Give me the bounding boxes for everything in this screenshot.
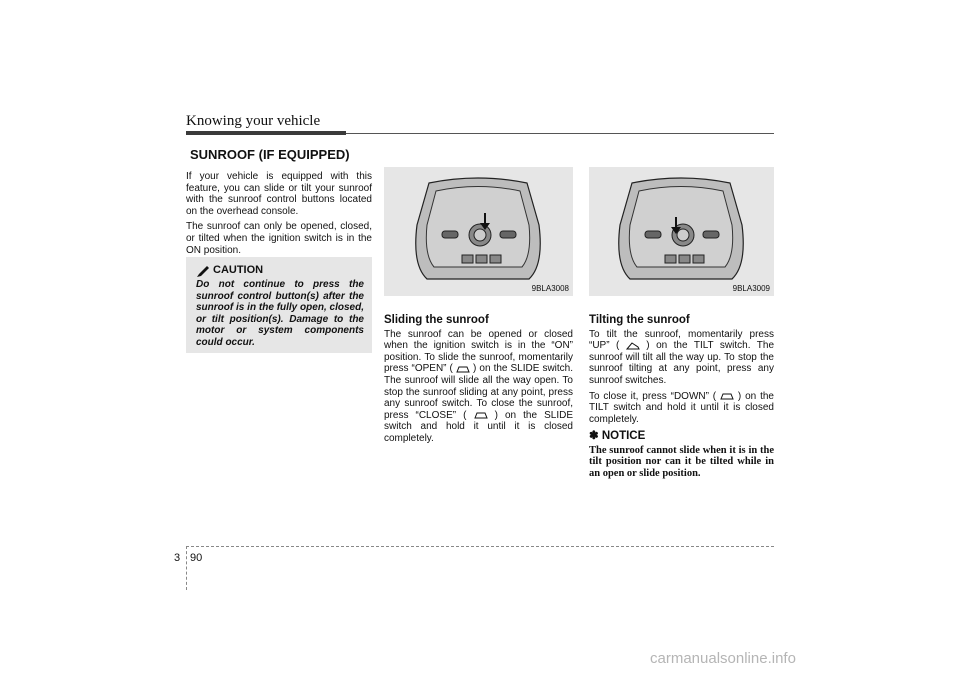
notice-body: The sunroof cannot slide when it is in the tilt position nor can it be tilted while in an open or slide position. <box>589 444 774 479</box>
header-rule-thick <box>186 131 346 135</box>
caution-box <box>186 257 372 353</box>
page-number: 90 <box>190 552 203 564</box>
caution-title: CAUTION <box>213 264 264 276</box>
figure-code: 9BLA3009 <box>732 284 770 293</box>
tilting-section <box>589 315 774 479</box>
up-symbol-icon <box>626 342 640 350</box>
sunroof-tilt-figure <box>589 167 774 296</box>
sliding-paragraph <box>384 329 573 445</box>
header-rule-thin <box>346 133 774 134</box>
overhead-console-illustration <box>384 167 573 296</box>
tilting-text-c: To close it, press “DOWN” ( <box>589 390 717 402</box>
tilting-paragraph-1 <box>589 329 774 387</box>
page-chapter-number: 3 <box>174 552 181 564</box>
tilting-paragraph-2 <box>589 391 774 426</box>
sunroof-slide-figure <box>384 167 573 296</box>
tilting-heading: Tilting the sunroof <box>589 314 690 326</box>
overhead-console-illustration <box>589 167 774 296</box>
sliding-text-c: ) on the SLIDE switch and hold it until it is closed completely. <box>384 409 574 444</box>
tilting-text-b: ) on the TILT switch. The sunroof will tilt all the way up. To stop the sunroof tilting at any point, press any sunroof switches. <box>589 340 775 386</box>
caution-body: Do not continue to press the sunroof control button(s) after the sunroof is in the fully open, closed, or tilt position(s). Damage to the motor or system components could occur. <box>196 279 364 348</box>
tilting-text-d: ) on the TILT switch and hold it until it is closed completely. <box>589 390 774 425</box>
intro-column <box>186 171 372 260</box>
notice-title: ✽ NOTICE <box>589 430 646 443</box>
intro-paragraph-2: The sunroof can only be opened, closed, or tilted when the ignition switch is in the ON position. <box>186 221 372 256</box>
open-symbol-icon <box>456 365 470 373</box>
caution-pencil-icon <box>196 265 210 279</box>
footer-rule <box>186 546 774 547</box>
header-title: Knowing your vehicle <box>186 113 321 129</box>
watermark: carmanualsonline.info <box>650 650 796 667</box>
sliding-text-b: ) on the SLIDE switch. The sunroof will slide all the way open. To stop the sunroof sliding at any point, press any sunroof switch. To close the sunroof, press “CLOSE” ( <box>384 363 574 421</box>
intro-paragraph-1: If your vehicle is equipped with this feature, you can slide or tilt your sunroof with the sunroof control buttons located on the overhead console. <box>186 171 372 217</box>
sliding-section <box>384 315 573 449</box>
sliding-text-a: The sunroof can be opened or closed when the ignition switch is in the “ON” position. To slide the sunroof, momentarily press “OPEN” ( <box>384 328 573 375</box>
down-symbol-icon <box>720 392 734 400</box>
sliding-heading: Sliding the sunroof <box>384 314 489 326</box>
tilting-text-a: To tilt the sunroof, momentarily press “UP” ( <box>589 328 774 352</box>
section-title: SUNROOF (IF EQUIPPED) <box>190 147 350 162</box>
footer-vertical-rule <box>186 546 187 590</box>
close-symbol-icon <box>474 411 488 419</box>
figure-code: 9BLA3008 <box>531 284 569 293</box>
